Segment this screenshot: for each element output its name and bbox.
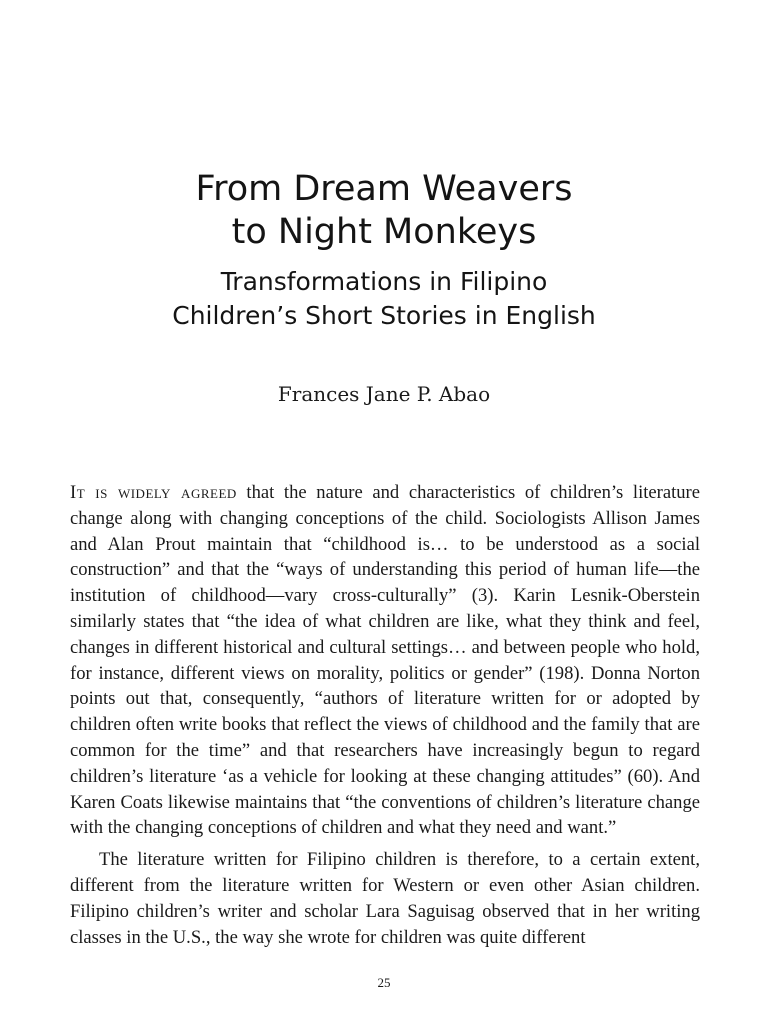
article-title-line-1: From Dream Weavers	[195, 169, 573, 209]
article-subtitle	[0, 265, 768, 333]
opening-small-caps: It is widely agreed	[70, 482, 237, 503]
article-body	[70, 480, 700, 950]
page-number: 25	[377, 975, 391, 990]
article-subtitle-line-2: Children’s Short Stories in English	[172, 301, 596, 330]
article-subtitle-line-1: Transformations in Filipino	[220, 267, 548, 296]
body-paragraph-2: The literature written for Filipino children is therefore, to a certain extent, different from the literature written for Western or even other Asian children. Filipino children’s writer and scholar Lara Saguisag observed that in her writing classes in the U.S., the way she wrote for children was quite different	[70, 849, 700, 948]
author-name: Frances Jane P. Abao	[277, 382, 491, 406]
article-title	[0, 168, 768, 254]
article-title-line-2: to Night Monkeys	[231, 212, 537, 252]
body-paragraph-1	[70, 480, 700, 841]
body-paragraph-1-text: that the nature and characteristics of children’s literature change along with changing conceptions of the child. Sociologists Allison James and Alan Prout maintain that “childhood is… to be understood as a social construction” and that the “ways of understanding this period of human life—the institution of childhood—vary cross-culturally” (3). Karin Lesnik-Oberstein similarly states that “the idea of what children are like, what they think and feel, changes in different historical and cultural settings… and between people who hold, for instance, different views on morality, politics or gender” (198). Donna Norton points out that, consequently, “authors of literature written for or adopted by children often write books that reflect the views of childhood and the family that are common for the time” and that researchers have increasingly begun to regard children’s literature ‘as a vehicle for looking at these changing attitudes” (60). And Karen Coats likewise maintains that “the conventions of children’s literature change with the changing conceptions of children and what they need and want.”	[70, 482, 701, 839]
